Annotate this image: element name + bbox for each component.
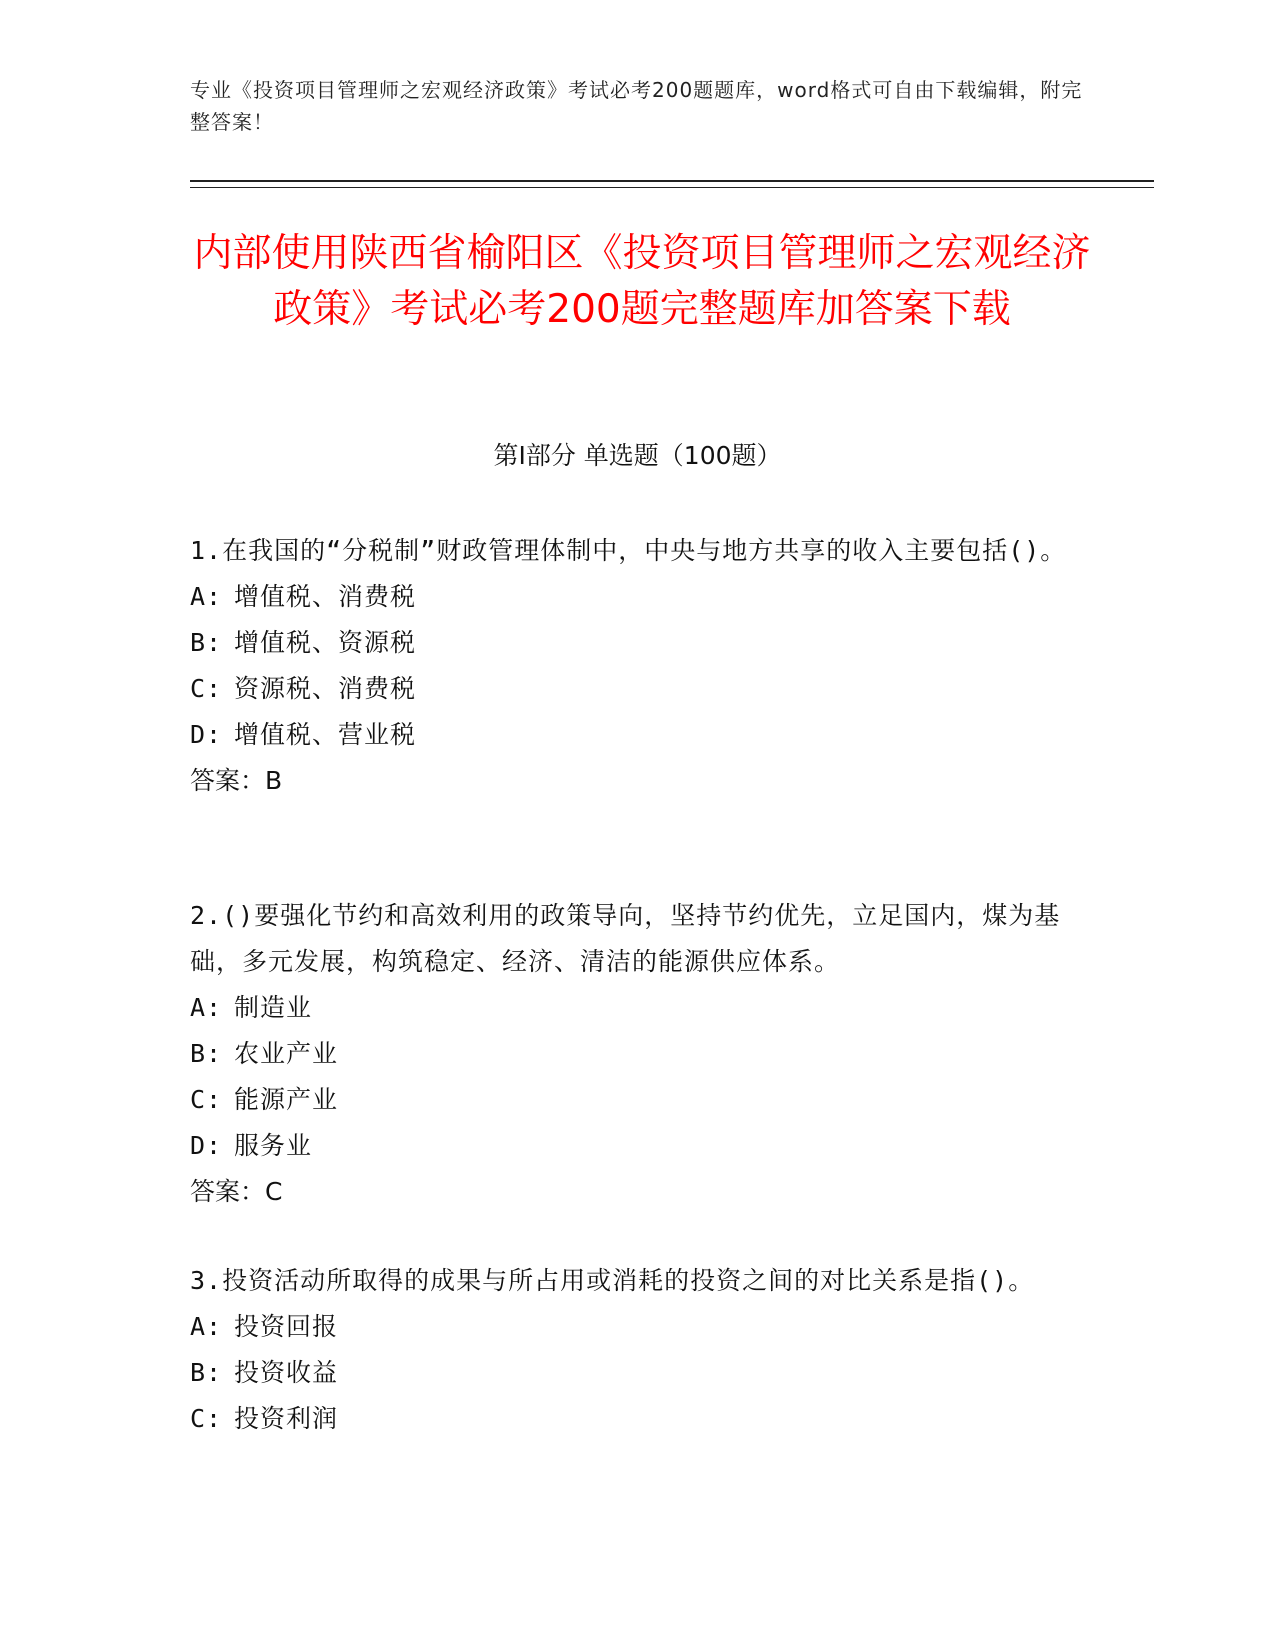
document-title: 内部使用陕西省榆阳区《投资项目管理师之宏观经济政策》考试必考200题完整题库加答案下载: [193, 231, 1091, 332]
option-key: B:: [190, 1358, 223, 1387]
option-key: D:: [190, 1131, 223, 1160]
option-d: [190, 1123, 1090, 1169]
option-text: 投资收益: [234, 1358, 339, 1387]
header-divider-thin: [190, 187, 1154, 188]
option-key: A:: [190, 1312, 223, 1341]
option-key: D:: [190, 720, 223, 749]
option-c: [190, 1077, 1090, 1123]
option-text: 资源税、消费税: [234, 674, 417, 703]
option-key: A:: [190, 582, 223, 611]
option-key: B:: [190, 1039, 223, 1068]
option-text: 增值税、资源税: [234, 628, 417, 657]
answer: 答案：C: [190, 1177, 283, 1206]
option-text: 服务业: [234, 1131, 313, 1160]
option-text: 投资利润: [234, 1404, 339, 1433]
option-text: 能源产业: [234, 1085, 339, 1114]
question-3: [190, 1258, 1090, 1442]
option-key: C:: [190, 1085, 223, 1114]
header-note: 专业《投资项目管理师之宏观经济政策》考试必考200题题库，word格式可自由下载编辑，附完整答案！: [190, 78, 1083, 134]
option-c: [190, 666, 1090, 712]
option-a: [190, 1304, 1090, 1350]
option-b: [190, 1350, 1090, 1396]
answer: 答案：B: [190, 766, 283, 795]
option-text: 农业产业: [234, 1039, 339, 1068]
option-text: 制造业: [234, 993, 313, 1022]
option-b: [190, 1031, 1090, 1077]
question-stem: 2.()要强化节约和高效利用的政策导向，坚持节约优先，立足国内，煤为基础，多元发展，构筑稳定、经济、清洁的能源供应体系。: [190, 901, 1061, 976]
option-c: [190, 1396, 1090, 1442]
option-key: A:: [190, 993, 223, 1022]
option-key: C:: [190, 1404, 223, 1433]
option-key: B:: [190, 628, 223, 657]
option-a: [190, 985, 1090, 1031]
question-1: [190, 528, 1090, 804]
question-2: [190, 893, 1090, 1215]
header-divider: [190, 180, 1154, 182]
option-text: 增值税、消费税: [234, 582, 417, 611]
question-stem: 3.投资活动所取得的成果与所占用或消耗的投资之间的对比关系是指()。: [190, 1266, 1035, 1295]
option-key: C:: [190, 674, 223, 703]
option-b: [190, 620, 1090, 666]
question-stem: 1.在我国的“分税制”财政管理体制中，中央与地方共享的收入主要包括()。: [190, 536, 1067, 565]
option-d: [190, 712, 1090, 758]
section-heading: 第Ⅰ部分 单选题（100题）: [493, 441, 782, 470]
option-text: 投资回报: [234, 1312, 339, 1341]
option-a: [190, 574, 1090, 620]
option-text: 增值税、营业税: [234, 720, 417, 749]
